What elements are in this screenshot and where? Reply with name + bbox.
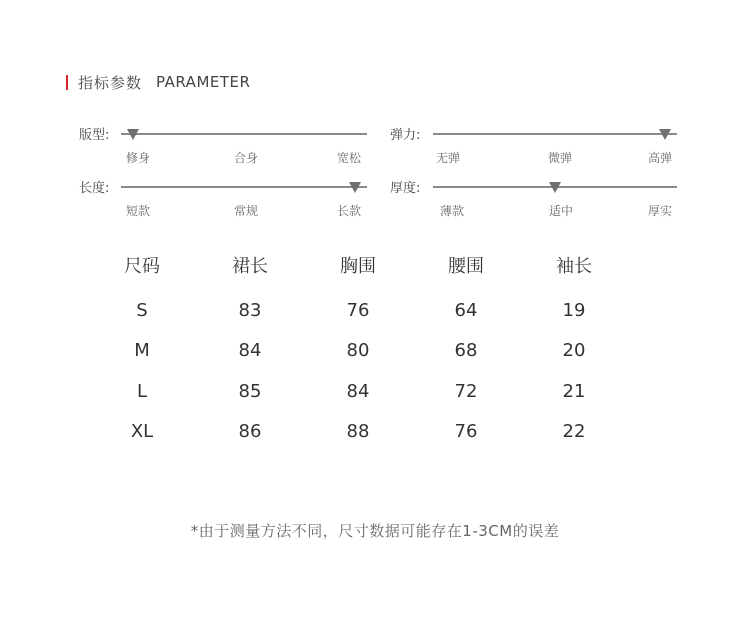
section-title-en: PARAMETER bbox=[156, 73, 251, 91]
section-header bbox=[66, 72, 250, 92]
param-fit-option: 修身 bbox=[125, 151, 151, 165]
param-elasticity-option: 高弹 bbox=[647, 151, 673, 165]
param-length-scale-line bbox=[121, 186, 367, 188]
param-length-label: 长度: bbox=[79, 181, 110, 196]
section-title-cn: 指标参数 bbox=[78, 73, 143, 92]
param-elasticity-marker bbox=[659, 129, 671, 140]
param-elasticity-option: 微弹 bbox=[547, 151, 573, 165]
size-table bbox=[88, 252, 628, 452]
param-length-option: 常规 bbox=[233, 204, 259, 218]
param-fit-option: 宽松 bbox=[336, 151, 362, 165]
table-cell: 76 bbox=[346, 299, 370, 321]
table-row bbox=[88, 412, 628, 453]
table-cell: 88 bbox=[346, 421, 370, 443]
table-cell: 68 bbox=[454, 340, 478, 362]
table-cell: 84 bbox=[238, 340, 262, 362]
param-thickness-marker bbox=[549, 182, 561, 193]
param-length bbox=[79, 181, 369, 236]
header-bust: 胸围 bbox=[340, 256, 376, 277]
header-sleeve-length: 袖长 bbox=[556, 256, 592, 277]
header-dress-length: 裙长 bbox=[232, 256, 268, 277]
param-elasticity-option: 无弹 bbox=[435, 151, 461, 165]
table-cell: 76 bbox=[454, 421, 478, 443]
measurement-note: *由于测量方法不同，尺寸数据可能存在1-3CM的误差 bbox=[190, 522, 560, 540]
header-waist: 腰围 bbox=[448, 256, 484, 277]
table-cell: XL bbox=[130, 421, 154, 443]
table-cell: 72 bbox=[454, 380, 478, 402]
table-row bbox=[88, 290, 628, 331]
param-length-option: 长款 bbox=[336, 204, 362, 218]
param-fit-option: 合身 bbox=[233, 151, 259, 165]
param-thickness-option: 厚实 bbox=[647, 204, 673, 218]
param-fit bbox=[79, 128, 369, 183]
param-elasticity-scale-line bbox=[433, 133, 677, 135]
table-row bbox=[88, 331, 628, 372]
table-cell: 86 bbox=[238, 421, 262, 443]
table-cell: 84 bbox=[346, 380, 370, 402]
table-cell: L bbox=[136, 380, 148, 402]
size-table-header-row bbox=[88, 252, 628, 290]
table-cell: 83 bbox=[238, 299, 262, 321]
table-cell: 21 bbox=[562, 380, 586, 402]
table-cell: S bbox=[136, 299, 148, 321]
param-elasticity-label: 弹力: bbox=[390, 128, 421, 143]
param-thickness bbox=[390, 181, 680, 236]
table-cell: 20 bbox=[562, 340, 586, 362]
header-size: 尺码 bbox=[124, 256, 160, 277]
param-elasticity bbox=[390, 128, 680, 183]
table-cell: 64 bbox=[454, 299, 478, 321]
param-thickness-option: 适中 bbox=[548, 204, 574, 218]
param-fit-label: 版型: bbox=[79, 128, 110, 143]
param-length-option: 短款 bbox=[125, 204, 151, 218]
param-thickness-option: 薄款 bbox=[439, 204, 465, 218]
table-cell: 85 bbox=[238, 380, 262, 402]
table-row bbox=[88, 371, 628, 412]
param-thickness-label: 厚度: bbox=[390, 181, 421, 196]
accent-bar bbox=[66, 75, 68, 90]
table-cell: M bbox=[134, 340, 150, 362]
table-cell: 19 bbox=[562, 299, 586, 321]
table-cell: 80 bbox=[346, 340, 370, 362]
param-fit-scale-line bbox=[121, 133, 367, 135]
param-length-marker bbox=[349, 182, 361, 193]
param-fit-marker bbox=[127, 129, 139, 140]
table-cell: 22 bbox=[562, 421, 586, 443]
